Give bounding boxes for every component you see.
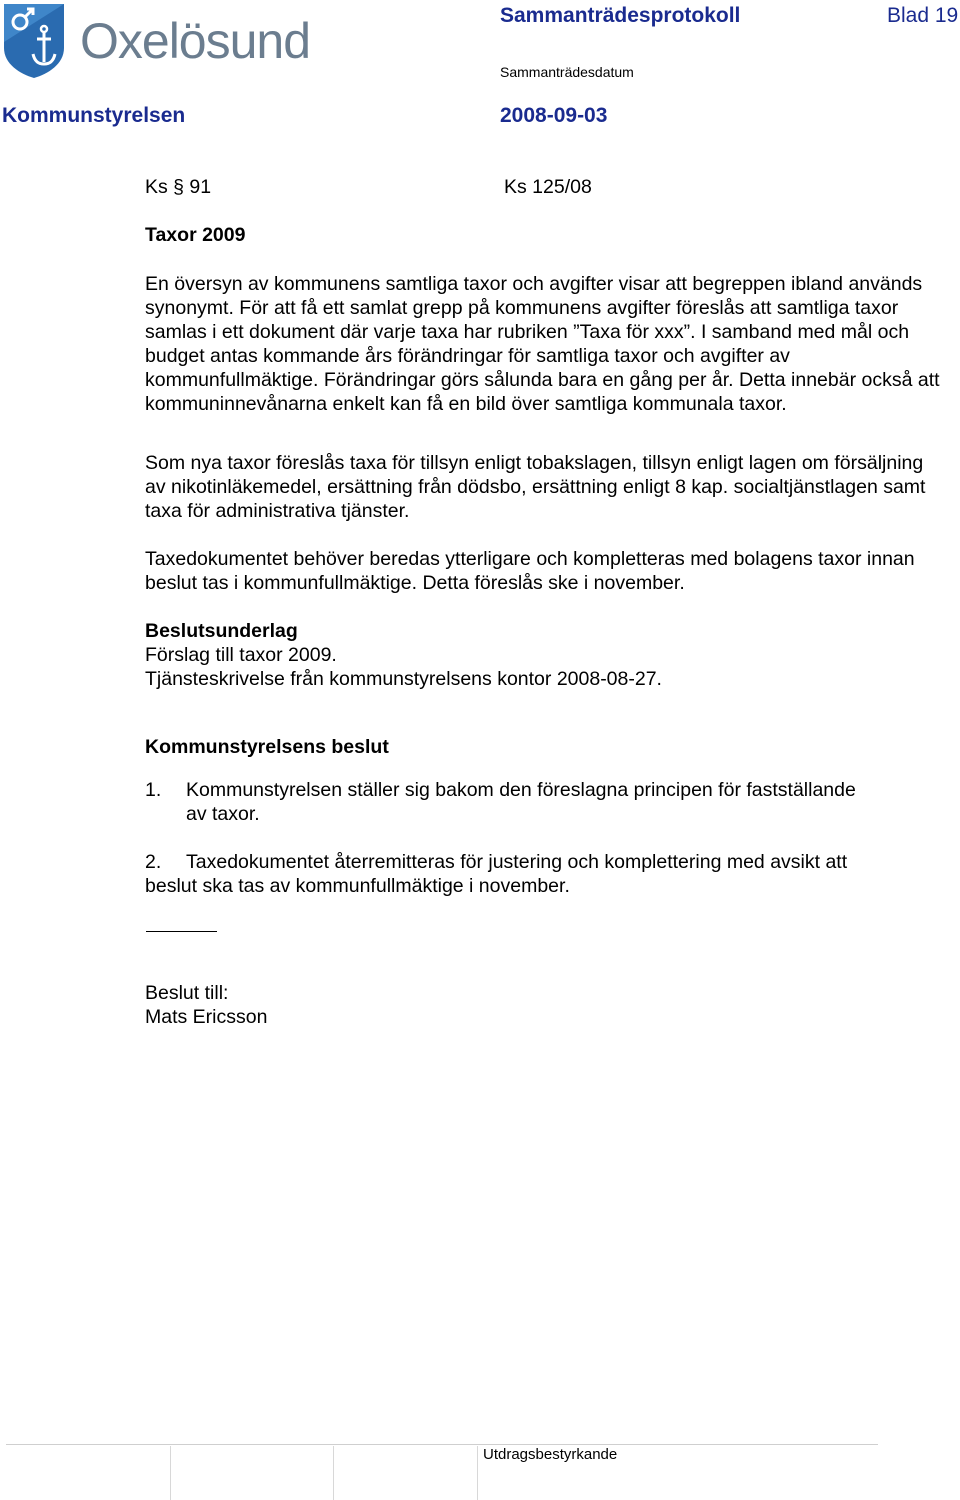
case-reference: Ks 125/08 xyxy=(504,176,592,198)
organization-name: Kommunstyrelsen xyxy=(2,104,186,127)
distribution-block xyxy=(145,981,267,1029)
body-paragraph: Taxedokumentet behöver beredas ytterligare och kompletteras med bolagens taxor innan beslut tas i kommunfullmäktige. Detta föreslås ske i november. xyxy=(145,548,915,594)
body-paragraph: En översyn av kommunens samtliga taxor och avgifter visar att begreppen ibland används synonymt. För att få ett samlat grepp på kommunens avgifter föreslås att samtliga taxor samlas i ett dokument där varje taxa har rubriken ”Taxa för xxx”. I samband med mål och budget antas kommande års förändringar för samtliga taxor och avgifter av kommunfullmäktige. Förändringar görs sålunda bara en gång per år. Detta innebär också att kommuninnevånarna enkelt kan få en bild över samtliga kommunala taxor. xyxy=(145,273,940,415)
paragraph-reference: Ks § 91 xyxy=(145,176,212,198)
decision-number: 1. xyxy=(145,779,162,801)
footer-signature-cell-divider xyxy=(170,1446,171,1500)
coat-of-arms-icon xyxy=(2,2,66,80)
meeting-date: 2008-09-03 xyxy=(500,104,608,127)
distribution-recipient: Mats Ericsson xyxy=(145,1006,268,1028)
list-item: Tjänsteskrivelse från kommunstyrelsens kontor 2008-08-27. xyxy=(145,668,662,690)
decision-number: 2. xyxy=(145,851,162,873)
body-paragraph: Som nya taxor föreslås taxa för tillsyn enligt tobakslagen, tillsyn enligt lagen om försäljning av nikotinläkemedel, ersättning från dödsbo, ersättning enligt 8 kap. socialtjänstlagen samt taxa för administrativa tjänster. xyxy=(145,452,926,522)
footer-certification-label: Utdragsbestyrkande xyxy=(483,1446,618,1463)
beslutsunderlag-heading: Beslutsunderlag xyxy=(145,620,298,642)
distribution-label: Beslut till: xyxy=(145,982,229,1004)
case-title: Taxor 2009 xyxy=(145,224,246,246)
decision-item xyxy=(145,850,945,898)
logo-wordmark: Oxelösund xyxy=(80,13,311,69)
footer-signature-cell-divider xyxy=(333,1446,334,1500)
footer-signature-cell-divider xyxy=(477,1446,478,1500)
list-item: Förslag till taxor 2009. xyxy=(145,644,337,666)
decision-heading: Kommunstyrelsens beslut xyxy=(145,736,389,758)
page-number: Blad 19 xyxy=(887,4,959,27)
beslutsunderlag-list xyxy=(145,643,662,691)
decision-text: Kommunstyrelsen ställer sig bakom den föreslagna principen för fastställande xyxy=(186,779,856,801)
footer-divider xyxy=(6,1444,878,1445)
decision-item xyxy=(145,778,945,826)
separator-line xyxy=(146,931,217,932)
decision-text-continued: av taxor. xyxy=(186,803,260,825)
document-type: Sammanträdesprotokoll xyxy=(500,4,741,27)
municipality-logo xyxy=(2,2,342,82)
date-label: Sammanträdesdatum xyxy=(500,64,634,80)
decision-text: Taxedokumentet återremitteras för justering och komplettering med avsikt att xyxy=(186,851,848,873)
decision-text-continued: beslut ska tas av kommunfullmäktige i november. xyxy=(145,875,570,897)
